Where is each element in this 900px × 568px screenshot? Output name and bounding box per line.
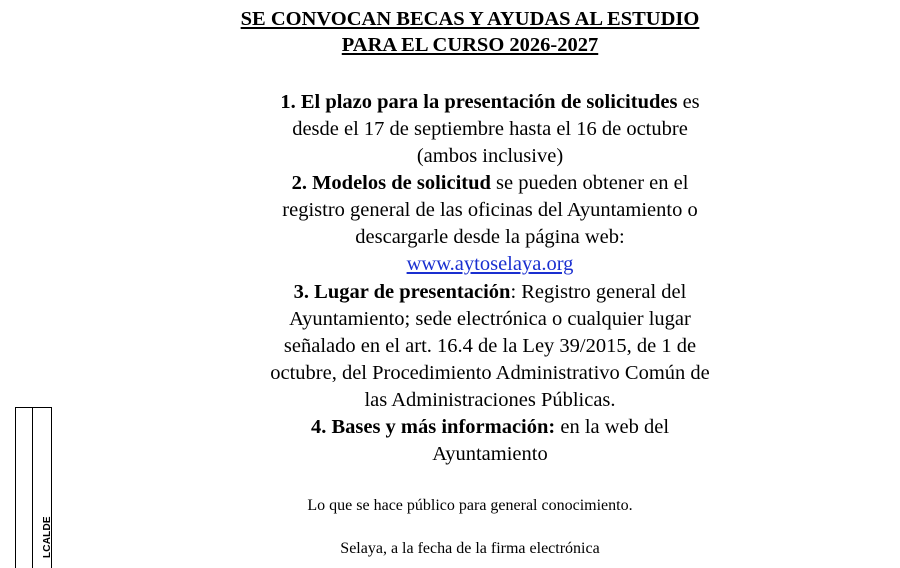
side-box-label: LCALDE	[42, 516, 53, 558]
item-3-line-5: las Administraciones Públicas.	[364, 389, 616, 411]
item-2-line-2: registro general de las oficinas del Ayuntamiento o	[282, 199, 698, 221]
item-4-line-1: 4. Bases y más información: en la web del	[310, 416, 670, 438]
title-line-2: PARA EL CURSO 2026-2027	[341, 34, 599, 56]
item-3-line-4: octubre, del Procedimiento Administrativo Común de	[270, 362, 710, 384]
title-line-1: SE CONVOCAN BECAS Y AYUDAS AL ESTUDIO	[240, 8, 700, 30]
signature-line: Selaya, a la fecha de la firma electrónica	[340, 540, 600, 557]
item-1-line-3: (ambos inclusive)	[416, 145, 564, 167]
signature-side-box	[15, 407, 52, 568]
item-1-line-2: desde el 17 de septiembre hasta el 16 de octubre	[292, 118, 688, 140]
item-4-line-2: Ayuntamiento	[432, 443, 548, 465]
item-2-link-line	[0, 251, 900, 279]
website-link[interactable]: www.aytoselaya.org	[406, 253, 574, 275]
side-box-divider	[32, 408, 33, 568]
item-3-heading: 3. Lugar de presentación	[293, 281, 511, 303]
item-2-line-3: descargarle desde la página web:	[355, 226, 625, 248]
item-3-line-2: Ayuntamiento; sede electrónica o cualquier lugar	[289, 308, 691, 330]
item-1-line-1: 1. El plazo para la presentación de solicitudes es	[280, 91, 700, 113]
item-3-line-3: señalado en el art. 16.4 de la Ley 39/2015, de 1 de	[283, 335, 697, 357]
item-3-line-1: 3. Lugar de presentación: Registro general del	[293, 281, 687, 303]
item-1-heading: 1. El plazo para la presentación de solicitudes	[280, 91, 678, 113]
closing-text: Lo que se hace público para general conocimiento.	[307, 497, 633, 514]
item-2-line-1: 2. Modelos de solicitud se pueden obtener en el	[291, 172, 689, 194]
item-2-heading: 2. Modelos de solicitud	[291, 172, 491, 194]
item-4-heading: 4. Bases y más información:	[310, 416, 556, 438]
